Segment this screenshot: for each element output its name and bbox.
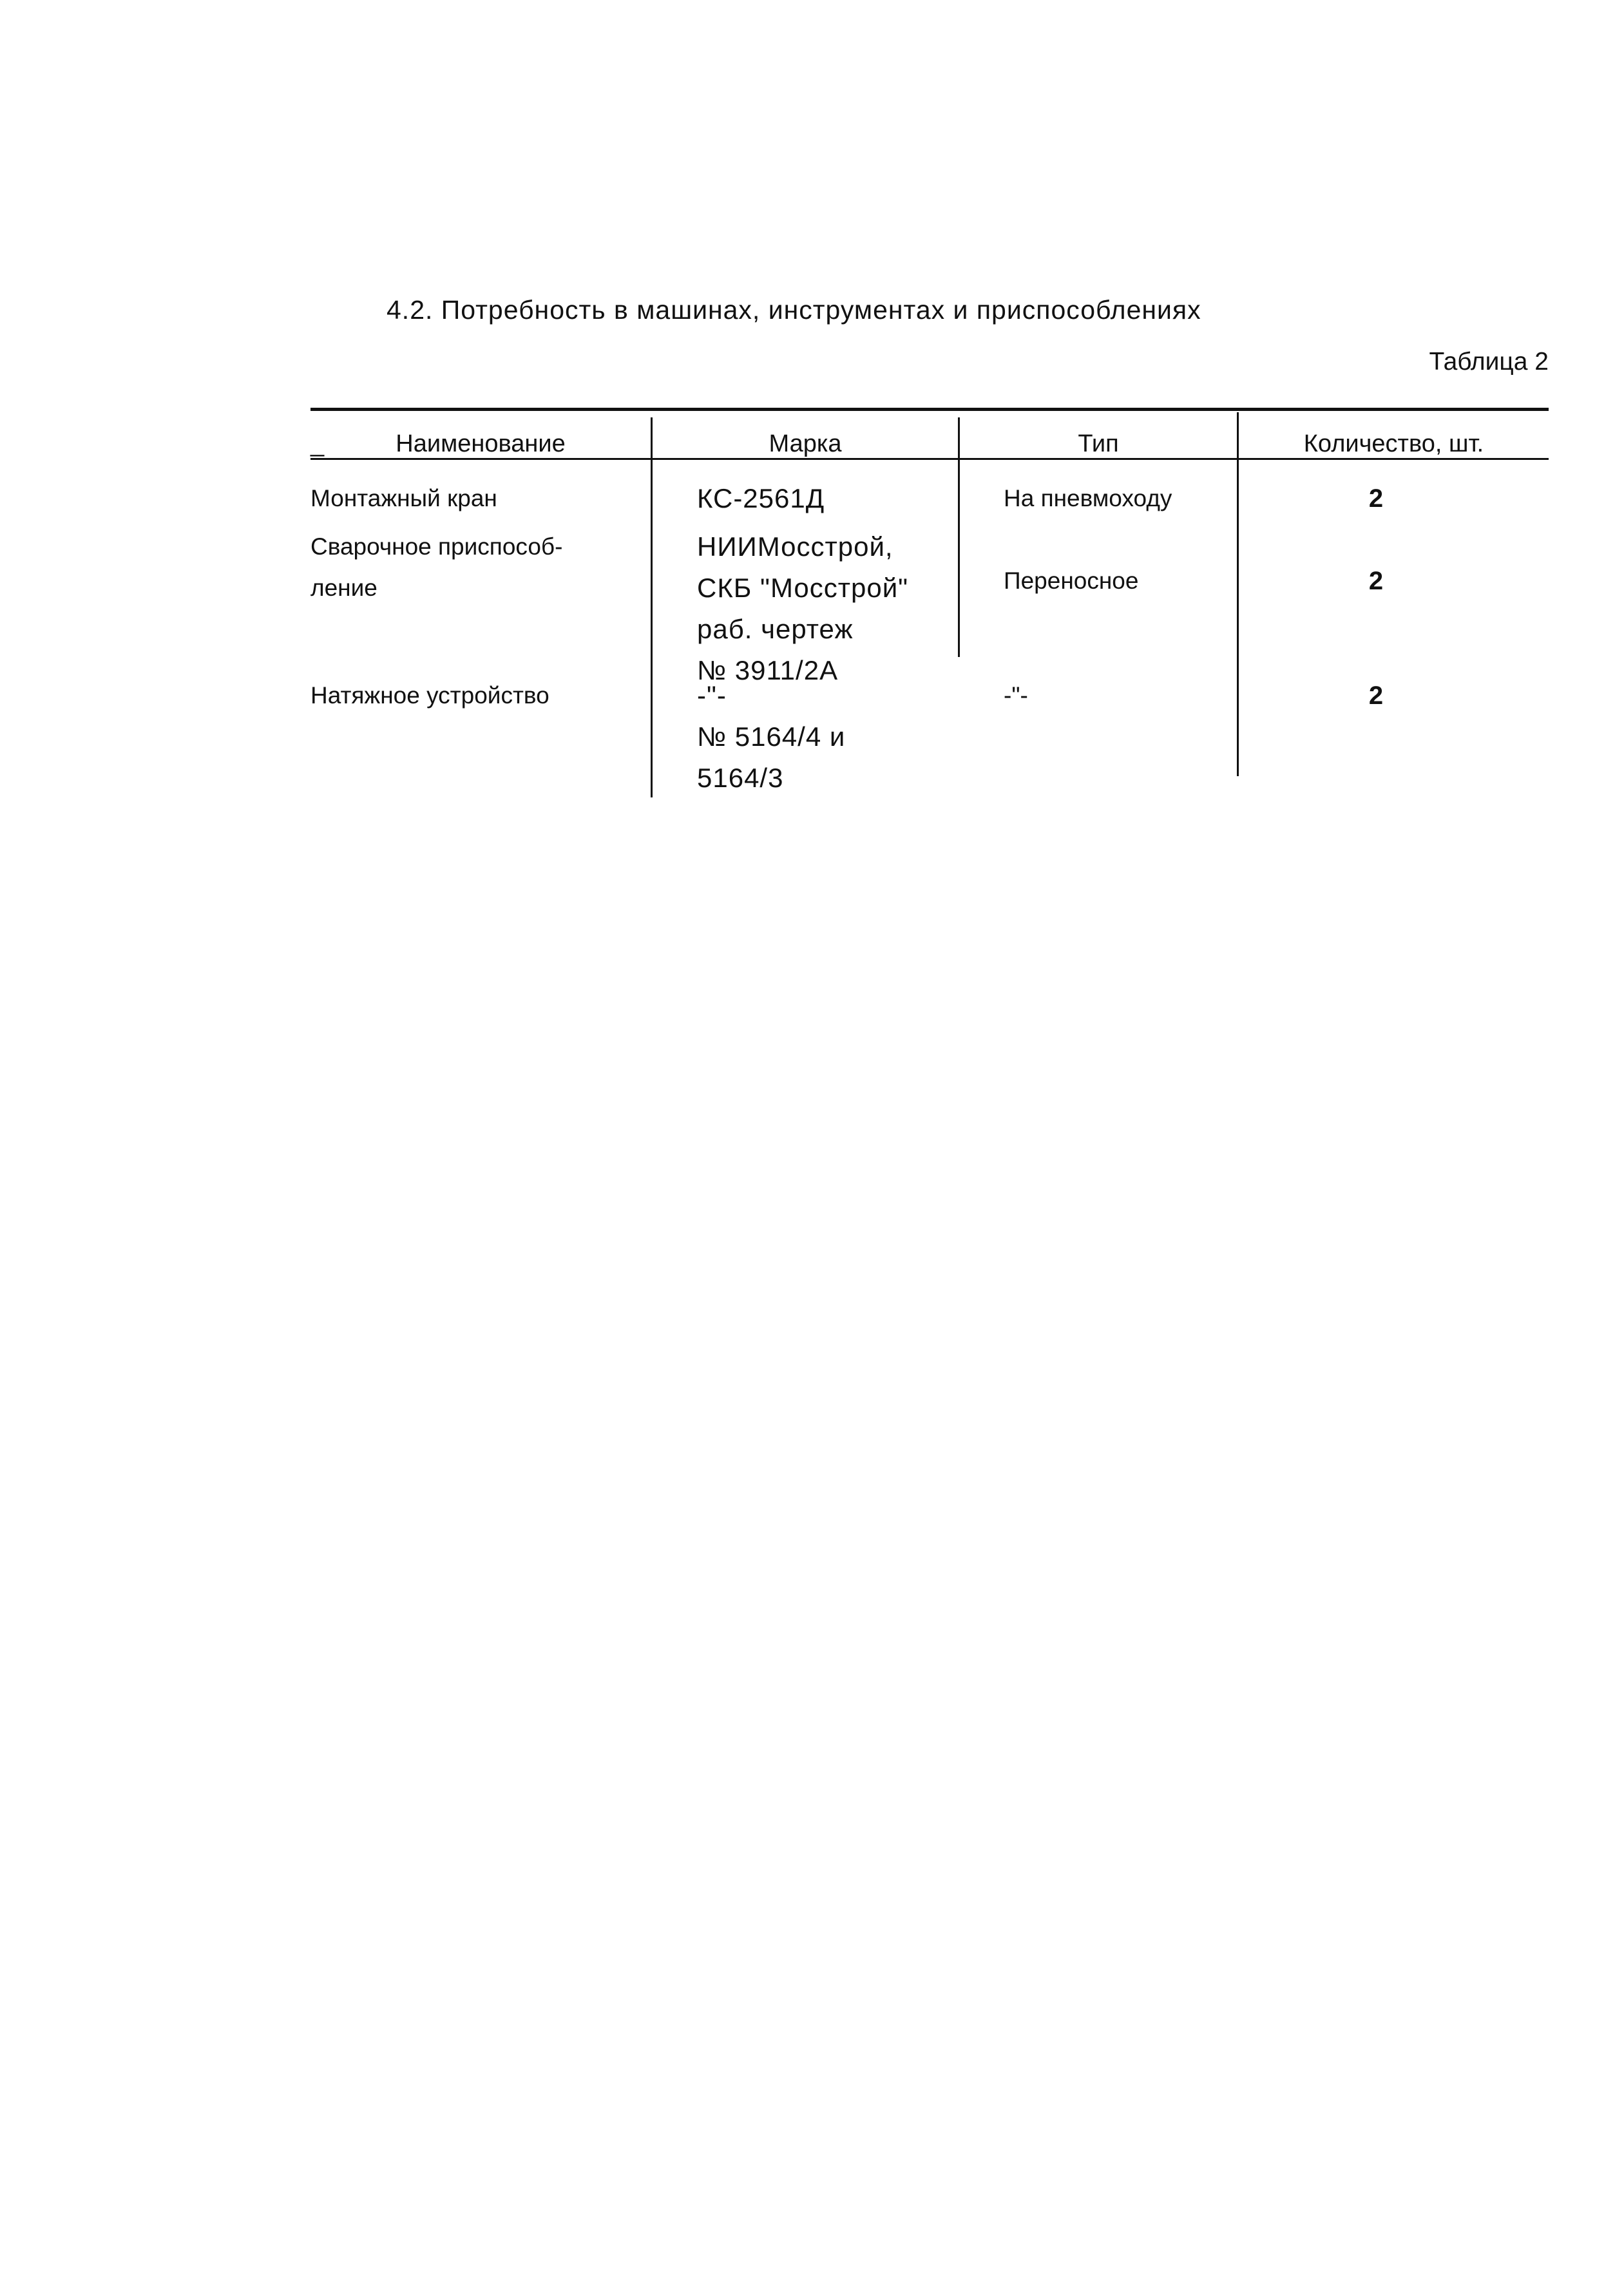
- column-divider-3: [1237, 412, 1239, 776]
- row-mark: КС-2561Д: [697, 483, 825, 513]
- header-type: Тип: [1078, 430, 1119, 457]
- table-header-rule: [310, 458, 1549, 460]
- section-heading: 4.2. Потребность в машинах, инструментах и приспособлениях: [387, 295, 1201, 325]
- header-name: Наименование: [396, 430, 566, 457]
- row-mark: НИИМосстрой, СКБ "Мосстрой" раб. чертеж № 3911/2А: [697, 531, 909, 685]
- row-name: Монтажный кран: [310, 485, 497, 511]
- row-quantity: 2: [1368, 567, 1384, 595]
- header-quantity: Количество, шт.: [1303, 430, 1484, 457]
- row-type: -"-: [1004, 682, 1028, 709]
- row-type: Переносное: [1004, 567, 1139, 594]
- table-top-rule: [310, 408, 1549, 411]
- row-name: Сварочное приспособ- ление: [310, 533, 563, 601]
- row-mark: -"- № 5164/4 и 5164/3: [697, 680, 846, 793]
- column-divider-1: [651, 417, 653, 797]
- header-dash: _: [310, 430, 325, 457]
- row-name: Натяжное устройство: [310, 682, 549, 709]
- table-label: Таблица 2: [1429, 348, 1549, 376]
- row-quantity: 2: [1368, 484, 1384, 513]
- header-mark: Марка: [769, 430, 842, 457]
- row-quantity: 2: [1368, 681, 1384, 710]
- row-type: На пневмоходу: [1004, 485, 1172, 511]
